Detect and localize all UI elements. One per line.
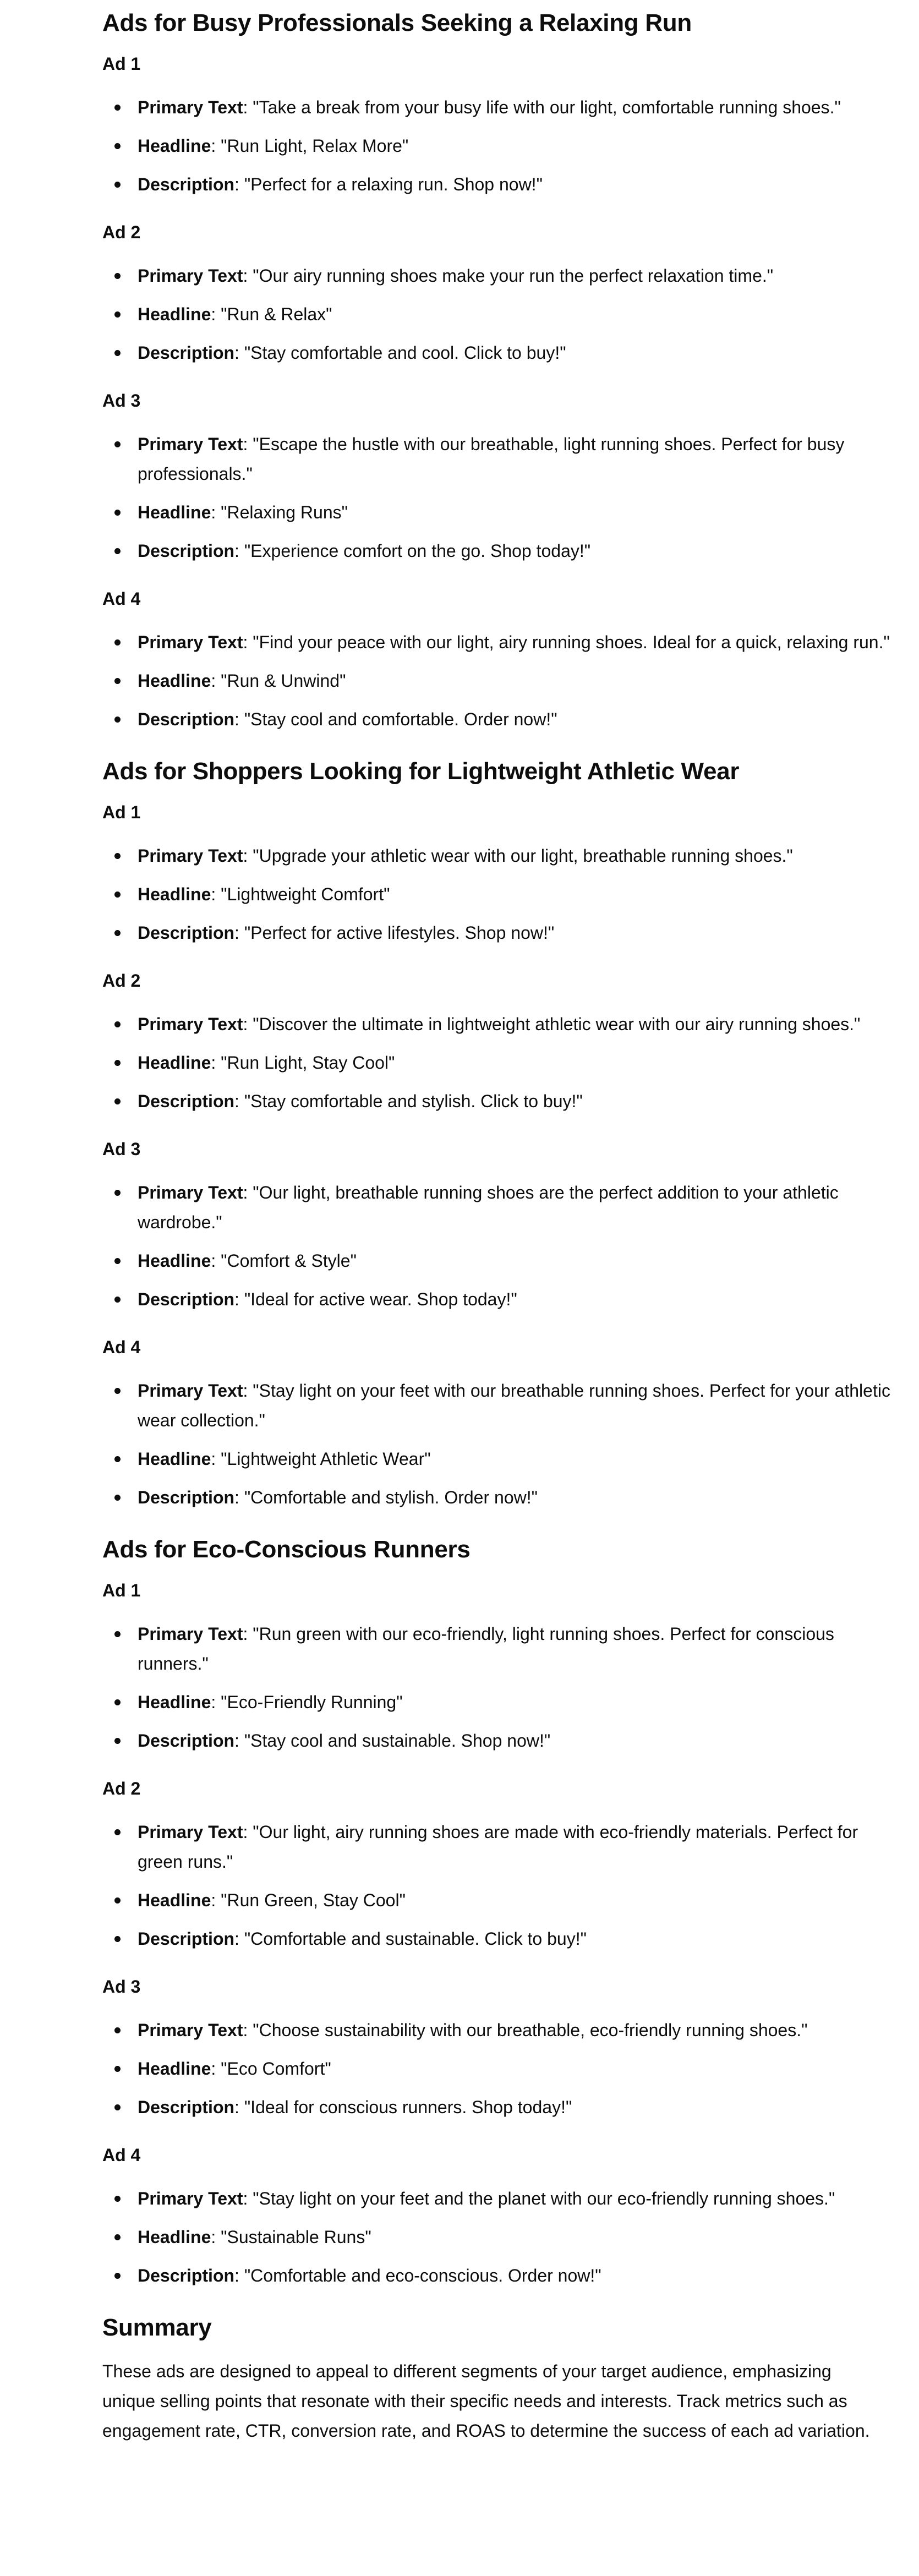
list-item-headline: [102, 1444, 895, 1474]
list-item-description: [102, 169, 895, 199]
ad-list: [102, 1817, 895, 1954]
list-item-headline: [102, 497, 895, 527]
label-primary-text: Primary Text: [138, 846, 243, 866]
ad-title: Ad 1: [102, 802, 141, 822]
list-item-description: [102, 1483, 895, 1512]
label-headline: Headline: [138, 1251, 211, 1271]
ad-list: [102, 1376, 895, 1512]
section-busy-professionals: [102, 7, 895, 734]
label-primary-text: Primary Text: [138, 1183, 243, 1202]
list-item-description: [102, 2261, 895, 2290]
label-description: Description: [138, 1731, 235, 1751]
description-value: : "Comfortable and eco-conscious. Order now!": [234, 2266, 601, 2285]
label-headline: Headline: [138, 671, 211, 691]
section-summary: [102, 2311, 895, 2446]
list-item-headline: [102, 1246, 895, 1276]
headline-value: : "Lightweight Comfort": [211, 884, 390, 904]
primary-text-value: : "Stay light on your feet and the planet with our eco-friendly running shoes.": [243, 2189, 835, 2208]
label-primary-text: Primary Text: [138, 97, 243, 117]
ad-list: [102, 429, 895, 566]
headline-value: : "Run & Relax": [211, 304, 332, 324]
label-description: Description: [138, 343, 235, 363]
primary-text-value: : "Escape the hustle with our breathable, light running shoes. Perfect for busy professionals.": [138, 434, 845, 484]
label-description: Description: [138, 1091, 235, 1111]
label-description: Description: [138, 1929, 235, 1949]
summary-title: Summary: [102, 2314, 212, 2341]
ad-list: [102, 92, 895, 199]
label-primary-text: Primary Text: [138, 2020, 243, 2040]
section-title: Ads for Eco-Conscious Runners: [102, 1536, 471, 1563]
label-headline: Headline: [138, 1890, 211, 1910]
label-description: Description: [138, 174, 235, 194]
primary-text-value: : "Stay light on your feet with our breathable running shoes. Perfect for your athletic wear collection.": [138, 1381, 890, 1430]
ad-list: [102, 1619, 895, 1755]
list-item-headline: [102, 299, 895, 329]
ad-list: [102, 261, 895, 368]
description-value: : "Comfortable and stylish. Order now!": [234, 1487, 538, 1507]
ad-title: Ad 3: [102, 1977, 141, 1997]
description-value: : "Ideal for conscious runners. Shop today!": [234, 2097, 572, 2117]
list-item-primary-text: [102, 841, 895, 871]
ad-title: Ad 2: [102, 1779, 141, 1798]
headline-value: : "Comfort & Style": [211, 1251, 357, 1271]
label-headline: Headline: [138, 2059, 211, 2079]
list-item-primary-text: [102, 1178, 895, 1237]
list-item-primary-text: [102, 92, 895, 122]
list-item-primary-text: [102, 261, 895, 291]
description-value: : "Perfect for a relaxing run. Shop now!": [234, 174, 543, 194]
label-headline: Headline: [138, 884, 211, 904]
headline-value: : "Run & Unwind": [211, 671, 346, 691]
section-title: Ads for Shoppers Looking for Lightweight Athletic Wear: [102, 758, 740, 785]
section-title: Ads for Busy Professionals Seeking a Relaxing Run: [102, 9, 692, 36]
label-primary-text: Primary Text: [138, 1014, 243, 1034]
list-item-primary-text: [102, 627, 895, 657]
ad-title: Ad 4: [102, 2145, 141, 2165]
list-item-primary-text: [102, 1376, 895, 1435]
list-item-primary-text: [102, 1009, 895, 1039]
headline-value: : "Eco-Friendly Running": [211, 1692, 403, 1712]
ad-list: [102, 1178, 895, 1314]
label-headline: Headline: [138, 136, 211, 156]
ad-list: [102, 2184, 895, 2290]
headline-value: : "Run Light, Relax More": [211, 136, 409, 156]
list-item-headline: [102, 131, 895, 161]
label-description: Description: [138, 1487, 235, 1507]
label-primary-text: Primary Text: [138, 2189, 243, 2208]
list-item-primary-text: [102, 1817, 895, 1877]
list-item-description: [102, 1726, 895, 1755]
list-item-primary-text: [102, 429, 895, 489]
list-item-headline: [102, 2054, 895, 2083]
headline-value: : "Sustainable Runs": [211, 2227, 371, 2247]
headline-value: : "Run Light, Stay Cool": [211, 1053, 395, 1073]
document-content: [102, 7, 895, 2446]
label-description: Description: [138, 541, 235, 561]
list-item-headline: [102, 1885, 895, 1915]
label-primary-text: Primary Text: [138, 632, 243, 652]
list-item-primary-text: [102, 2184, 895, 2213]
label-headline: Headline: [138, 1053, 211, 1073]
list-item-primary-text: [102, 1619, 895, 1678]
list-item-headline: [102, 1048, 895, 1078]
label-headline: Headline: [138, 304, 211, 324]
label-description: Description: [138, 1289, 235, 1309]
list-item-headline: [102, 879, 895, 909]
label-headline: Headline: [138, 2227, 211, 2247]
label-primary-text: Primary Text: [138, 1624, 243, 1644]
primary-text-value: : "Take a break from your busy life with our light, comfortable running shoes.": [243, 97, 841, 117]
description-value: : "Comfortable and sustainable. Click to buy!": [234, 1929, 587, 1949]
primary-text-value: : "Our light, airy running shoes are made with eco-friendly materials. Perfect for green runs.": [138, 1822, 858, 1872]
list-item-description: [102, 918, 895, 948]
list-item-headline: [102, 666, 895, 696]
ad-title: Ad 1: [102, 54, 141, 74]
label-headline: Headline: [138, 1449, 211, 1469]
ad-title: Ad 2: [102, 971, 141, 991]
ad-title: Ad 3: [102, 1139, 141, 1159]
primary-text-value: : "Run green with our eco-friendly, light running shoes. Perfect for conscious runners.": [138, 1624, 834, 1673]
label-primary-text: Primary Text: [138, 1381, 243, 1401]
description-value: : "Stay cool and sustainable. Shop now!": [234, 1731, 551, 1751]
description-value: : "Perfect for active lifestyles. Shop now!": [234, 923, 555, 943]
list-item-headline: [102, 2222, 895, 2252]
list-item-description: [102, 1924, 895, 1954]
description-value: : "Stay comfortable and stylish. Click to buy!": [234, 1091, 583, 1111]
list-item-primary-text: [102, 2015, 895, 2045]
list-item-description: [102, 2092, 895, 2122]
list-item-description: [102, 704, 895, 734]
list-item-description: [102, 338, 895, 368]
primary-text-value: : "Upgrade your athletic wear with our light, breathable running shoes.": [243, 846, 793, 866]
description-value: : "Ideal for active wear. Shop today!": [234, 1289, 517, 1309]
ad-list: [102, 627, 895, 734]
primary-text-value: : "Find your peace with our light, airy running shoes. Ideal for a quick, relaxing run.": [243, 632, 890, 652]
list-item-description: [102, 1086, 895, 1116]
label-description: Description: [138, 2097, 235, 2117]
list-item-description: [102, 1284, 895, 1314]
primary-text-value: : "Discover the ultimate in lightweight athletic wear with our airy running shoes.": [243, 1014, 861, 1034]
ad-title: Ad 1: [102, 1580, 141, 1600]
label-primary-text: Primary Text: [138, 434, 243, 454]
label-description: Description: [138, 709, 235, 729]
primary-text-value: : "Choose sustainability with our breathable, eco-friendly running shoes.": [243, 2020, 808, 2040]
section-lightweight-athletic-wear: [102, 755, 895, 1512]
ad-title: Ad 4: [102, 589, 141, 609]
primary-text-value: : "Our airy running shoes make your run the perfect relaxation time.": [243, 266, 774, 286]
summary-paragraph: These ads are designed to appeal to different segments of your target audience, emphasizing unique selling points that resonate with their specific needs and interests. Track metrics such as engagement rate, CTR, conversion rate, and ROAS to determine the success of each ad variation.: [102, 2361, 870, 2441]
description-value: : "Experience comfort on the go. Shop today!": [234, 541, 591, 561]
ad-list: [102, 1009, 895, 1116]
headline-value: : "Relaxing Runs": [211, 502, 348, 522]
label-primary-text: Primary Text: [138, 1822, 243, 1842]
headline-value: : "Lightweight Athletic Wear": [211, 1449, 431, 1469]
ad-list: [102, 2015, 895, 2122]
primary-text-value: : "Our light, breathable running shoes are the perfect addition to your athletic wardrobe.": [138, 1183, 839, 1232]
section-eco-conscious-runners: [102, 1533, 895, 2290]
ad-title: Ad 3: [102, 391, 141, 411]
headline-value: : "Eco Comfort": [211, 2059, 331, 2079]
label-description: Description: [138, 2266, 235, 2285]
label-headline: Headline: [138, 502, 211, 522]
ad-title: Ad 2: [102, 222, 141, 242]
ad-title: Ad 4: [102, 1337, 141, 1357]
ad-list: [102, 841, 895, 948]
description-value: : "Stay comfortable and cool. Click to buy!": [234, 343, 566, 363]
label-description: Description: [138, 923, 235, 943]
list-item-headline: [102, 1687, 895, 1717]
list-item-description: [102, 536, 895, 566]
headline-value: : "Run Green, Stay Cool": [211, 1890, 406, 1910]
description-value: : "Stay cool and comfortable. Order now!": [234, 709, 557, 729]
label-primary-text: Primary Text: [138, 266, 243, 286]
label-headline: Headline: [138, 1692, 211, 1712]
